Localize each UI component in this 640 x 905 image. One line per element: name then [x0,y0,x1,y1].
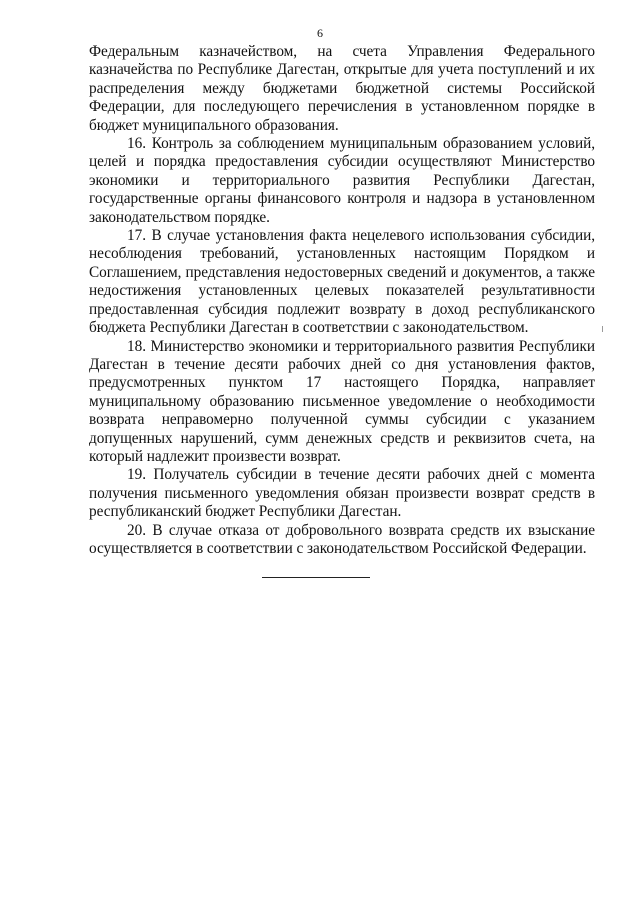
paragraph-item-20: 20. В случае отказа от добровольного возврата средств их взыскание осуществляется в соответствии с законодательством Российской Федерации. [89,521,595,557]
paragraph-item-17: 17. В случае установления факта нецелевого использования субсидии, несоблюдения требований, установленных настоящим Порядком и Соглашением, представления недостоверных сведений и документов, а также недостижения установленных целевых показателей результативности предоставленная субсидия подлежит возврату в доход республиканского бюджета Республики Дагестан в соответствии с законодательством. [89,227,595,337]
end-separator-line [262,577,370,578]
document-body [89,43,595,558]
page-number: 6 [317,26,323,40]
paragraph-item-18: 18. Министерство экономики и территориального развития Республики Дагестан в течение десяти рабочих дней со дня установления фактов, предусмотренных пунктом 17 настоящего Порядка, направляет муниципальному образованию письменное уведомление о необходимости возврата неправомерно полученной суммы субсидии с указанием допущенных нарушений, сумм денежных средств и реквизитов счета, на который надлежит произвести возврат. [89,337,595,465]
paragraph-item-16: 16. Контроль за соблюдением муниципальным образованием условий, целей и порядка предоставления субсидии осуществляют Министерство экономики и территориального развития Республики Дагестан, государственные органы финансового контроля и надзора в установленном законодательством порядке. [89,135,595,226]
paragraph-item-19: 19. Получатель субсидии в течение десяти рабочих дней с момента получения письменного уведомления обязан произвести возврат средств в республиканский бюджет Республики Дагестан. [89,466,595,521]
paragraph-continuation: Федеральным казначейством, на счета Управления Федерального казначейства по Республике Дагестан, открытые для учета поступлений и их распределения между бюджетами бюджетной системы Российской Федерации, для последующего перечисления в установленном порядке в бюджет муниципального образования. [89,43,595,134]
scan-mark [602,326,603,332]
